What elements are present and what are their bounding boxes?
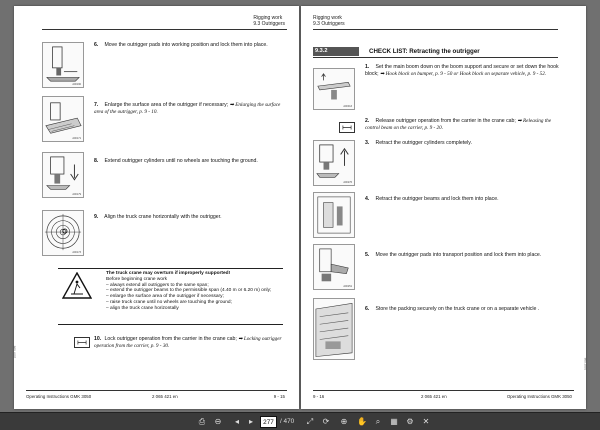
packing-storage-illustration: [314, 299, 354, 359]
step-text: Retract the outrigger beams and lock them into place.: [375, 196, 499, 202]
step-6: [94, 42, 286, 49]
step-text: Store the packing securely on the truck crane or on a separate vehicle .: [375, 306, 540, 312]
figure-id: A00190: [72, 83, 81, 86]
boom-support-illustration: [314, 69, 354, 109]
print-icon[interactable]: ⎙: [198, 417, 206, 426]
step-6: [365, 306, 561, 313]
outrigger-pad-illustration: [43, 43, 83, 87]
step-reference: ➡ Enlarging the surface area of the outrigger, p. 9 - 10.: [94, 102, 281, 115]
page-total: / 470: [280, 418, 295, 425]
figure-outrigger-pad: [42, 42, 84, 88]
surface-area-illustration: [43, 97, 83, 141]
operator-symbol-icon: [339, 122, 355, 133]
left-footer-page-number: 9 - 15: [273, 394, 285, 399]
rotate-icon[interactable]: ⟳: [322, 417, 330, 426]
step-text: Set the main boom down on the boom support and secure or set down the hook block;: [365, 64, 559, 77]
thumbnails-icon[interactable]: ▦: [390, 417, 398, 426]
step-text: Move the outrigger pads into working position and lock them into place.: [104, 42, 268, 48]
step-text: Move the outrigger pads into transport position and lock them into place.: [375, 252, 542, 258]
right-header-line1: Rigging work: [313, 15, 342, 21]
figure-id: A00171: [72, 137, 81, 140]
right-footer-doc-number: 2 065 421 en: [421, 394, 447, 399]
warning-text: [106, 271, 286, 312]
cylinder-retract-illustration: [314, 141, 354, 185]
left-footer-rule: [26, 390, 287, 391]
warning-item: – raise truck crane until no wheels are touching the ground;: [106, 299, 232, 305]
step-number: 5.: [365, 252, 370, 258]
step-number: 8.: [94, 158, 99, 164]
figure-id: A00013: [343, 105, 352, 108]
step-2: [365, 118, 561, 131]
warning-item: – extend the outrigger beams to the permissible span (4.40 m or 6.20 m) only;: [106, 288, 272, 294]
right-page: [301, 6, 586, 409]
right-header-line2: 9.3 Outriggers: [313, 21, 345, 27]
side-code: 1007 098: [12, 345, 17, 359]
step-8: [94, 158, 286, 165]
figure-cylinder-retract: [313, 140, 355, 186]
figure-beam-retract: [313, 192, 355, 238]
figure-id: A00179: [72, 193, 81, 196]
step-5: [365, 252, 561, 259]
step-number: 10.: [94, 336, 102, 342]
right-header: [313, 15, 345, 27]
step-reference: ➡ Releasing the control beam on the carrier, p. 9 - 20.: [365, 118, 552, 131]
hand-icon[interactable]: ✋: [357, 417, 367, 426]
step-number: 3.: [365, 140, 370, 146]
step-text: Release outrigger operation from the carrier in the crane cab;: [375, 118, 516, 124]
prev-page-icon[interactable]: ◂: [234, 417, 239, 426]
settings-icon[interactable]: ⚙: [406, 417, 414, 426]
step-text: Align the truck crane horizontally with the outrigger.: [104, 214, 222, 220]
figure-level-indicator: [42, 210, 84, 256]
figure-cylinder-extend: [42, 152, 84, 198]
step-number: 2.: [365, 118, 370, 124]
left-header-rule: [42, 29, 287, 30]
figure-id: A00251: [343, 285, 352, 288]
side-code: 1007 098: [583, 357, 588, 371]
left-header: [253, 15, 285, 27]
warning-triangle-icon: [62, 272, 92, 299]
cylinder-extend-illustration: [43, 153, 83, 197]
figure-boom-support: [313, 68, 355, 110]
step-3: [365, 140, 561, 147]
zoom-out-icon[interactable]: ⊖: [214, 417, 222, 426]
viewer-toolbar: [0, 412, 600, 430]
step-number: 6.: [365, 306, 370, 312]
section-title: CHECK LIST: Retracting the outrigger: [369, 48, 480, 55]
figure-packing-storage: [313, 298, 355, 360]
right-footer-rule: [313, 390, 574, 391]
zoom-icon[interactable]: ⊕: [340, 417, 348, 426]
step-9: [94, 214, 286, 221]
section-number: 9.3.2: [313, 47, 359, 56]
step-number: 1.: [365, 64, 370, 70]
next-page-icon[interactable]: ▸: [248, 417, 253, 426]
step-text: Enlarge the surface area of the outrigger if necessary;: [104, 102, 229, 108]
figure-id: A00173: [72, 251, 81, 254]
right-header-rule: [313, 29, 558, 30]
step-number: 6.: [94, 42, 99, 48]
page-number-input[interactable]: 277: [260, 416, 277, 428]
figure-pad-transport: [313, 244, 355, 290]
fit-icon[interactable]: ⤢: [306, 417, 314, 426]
left-page: [14, 6, 299, 409]
warning-item: – align the truck crane horizontally: [106, 305, 179, 311]
operator-symbol-icon: [74, 337, 90, 348]
level-indicator-illustration: [43, 211, 83, 255]
step-4: [365, 196, 561, 203]
warning-item: – enlarge the surface area of the outrigger if necessary;: [106, 294, 224, 300]
step-reference: ➡ Locking outrigger operation from the carrier, p. 9 - 30.: [94, 336, 282, 349]
left-header-line1: Rigging work: [253, 15, 283, 21]
section-rule: [313, 57, 558, 58]
pad-transport-illustration: [314, 245, 354, 289]
step-number: 9.: [94, 214, 99, 220]
step-reference: ➡ Hook block on bumper, p. 9 - 50 or Hook block on separate vehicle, p. 9 - 52.: [380, 70, 547, 77]
figure-id: A00276: [343, 181, 352, 184]
close-icon[interactable]: ✕: [422, 417, 430, 426]
left-footer-title: Operating Instructions GMK 3050: [26, 394, 92, 399]
step-1: [365, 64, 561, 77]
left-footer-doc-number: 2 065 421 en: [152, 394, 178, 399]
step-number: 7.: [94, 102, 99, 108]
step-7: [94, 102, 286, 115]
right-footer-title: Operating Instructions GMK 3050: [506, 394, 572, 399]
warning-title: The truck crane may overturn if improperly supported!: [106, 271, 231, 276]
right-footer-page-number: 9 - 16: [313, 394, 325, 399]
left-header-line2: 9.3 Outriggers: [253, 21, 285, 27]
warning-item: – always extend all outriggers to the same span;: [106, 282, 209, 288]
warning-subtitle: Before beginning crane work: [106, 276, 168, 282]
search-icon[interactable]: ⌕: [375, 417, 381, 426]
step-text: Extend outrigger cylinders until no wheels are touching the ground.: [104, 158, 258, 164]
step-text: Lock outrigger operation from the carrier in the crane cab;: [104, 336, 237, 342]
step-number: 4.: [365, 196, 370, 202]
figure-surface-area: [42, 96, 84, 142]
beam-retract-illustration: [314, 193, 354, 237]
step-10: [94, 336, 286, 349]
step-text: Retract the outrigger cylinders completely.: [375, 140, 472, 146]
